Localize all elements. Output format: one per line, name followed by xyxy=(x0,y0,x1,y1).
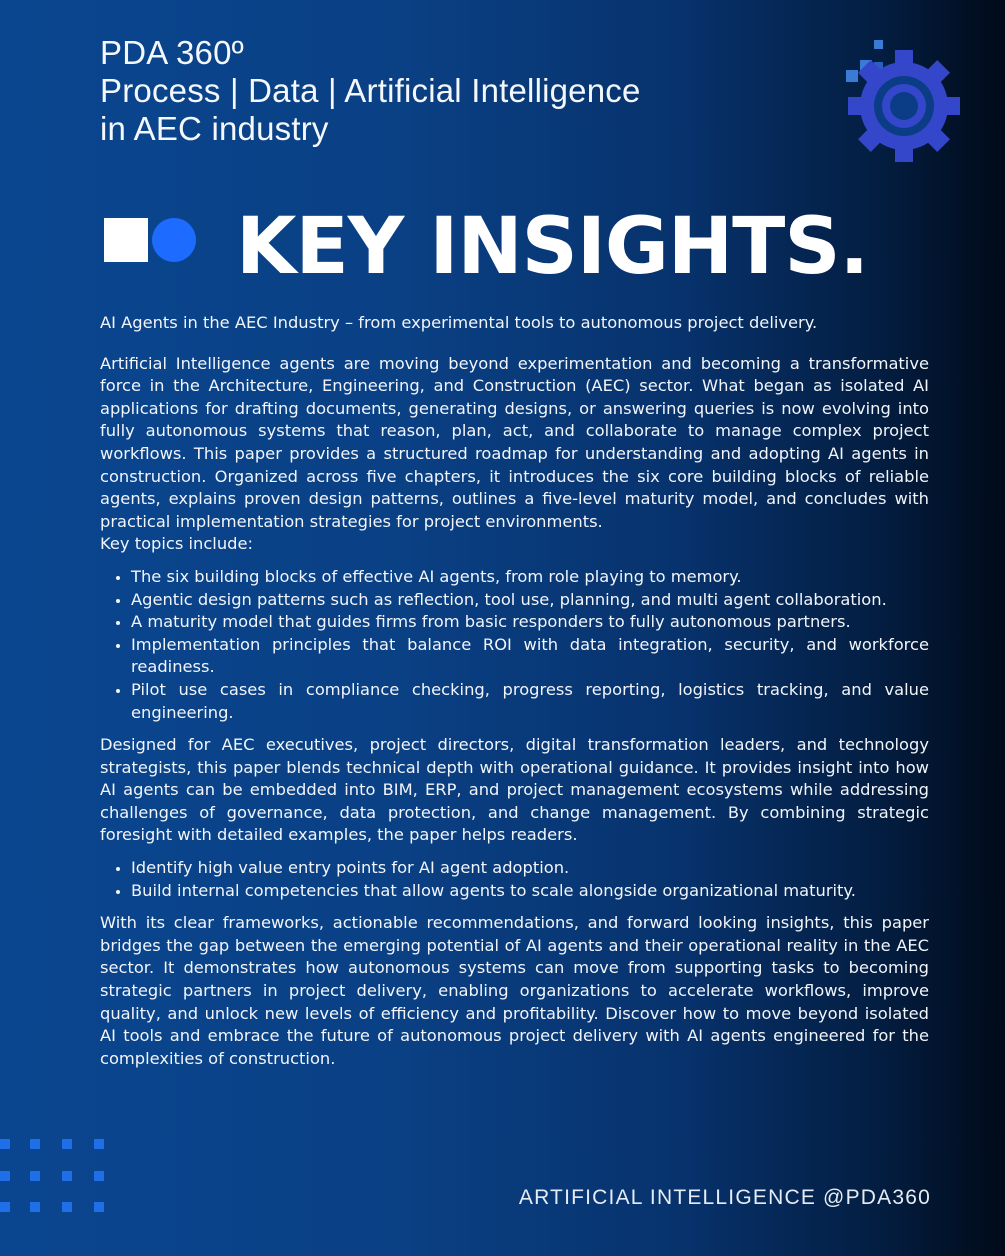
list-item: • Implementation principles that balance ROI with data integration, security, and workforce readiness. xyxy=(131,634,929,679)
header-brand: PDA 360º xyxy=(100,34,244,71)
body-content xyxy=(100,312,929,1070)
square-mark-icon xyxy=(104,218,148,262)
list-item: • Pilot use cases in compliance checking, progress reporting, logistics tracking, and value engineering. xyxy=(131,679,929,724)
dot-grid-decoration xyxy=(0,1134,112,1218)
header xyxy=(100,34,641,148)
list-item: • Build internal competencies that allow agents to scale alongside organizational maturity. xyxy=(131,880,929,903)
list-item: • Agentic design patterns such as reflection, tool use, planning, and multi agent collaboration. xyxy=(131,589,929,612)
header-subtitle: Process | Data | Artificial Intelligence xyxy=(100,72,641,109)
list-item: • Identify high value entry points for AI agent adoption. xyxy=(131,857,929,880)
page-title: KEY INSIGHTS. xyxy=(236,202,869,292)
help-points-list xyxy=(100,857,929,902)
topics-list xyxy=(100,566,929,724)
key-topics-label: Key topics include: xyxy=(100,534,253,554)
list-item: • A maturity model that guides firms from basic responders to fully autonomous partners. xyxy=(131,611,929,634)
tagline: AI Agents in the AEC Industry – from experimental tools to autonomous project delivery. xyxy=(100,313,818,332)
gear-icon xyxy=(846,38,964,164)
footer-handle: ARTIFICIAL INTELLIGENCE @PDA360 xyxy=(518,1186,931,1209)
intro-paragraph: Artificial Intelligence agents are moving beyond experimentation and becoming a transformative force in the Architecture, Engineering, and Construction (AEC) sector. What began as isolated AI applications for drafting documents, generating designs, or answering queries is now evolving into fully autonomous systems that reason, plan, act, and collaborate to manage complex project workflows. This paper provides a structured roadmap for understanding and adopting AI agents in construction. Organized across five chapters, it introduces the six core building blocks of reliable agents, explains proven design patterns, outlines a five-level maturity model, and concludes with practical implementation strategies for project environments. xyxy=(100,353,929,531)
header-subtitle-2: in AEC industry xyxy=(100,110,329,147)
audience-paragraph: Designed for AEC executives, project directors, digital transformation leaders, and technology strategists, this paper blends technical depth with operational guidance. It provides insight into how AI agents can be embedded into BIM, ERP, and project management ecosystems while addressing challenges of governance, data protection, and change management. By combining strategic foresight with detailed examples, the paper helps readers. xyxy=(100,735,929,845)
list-item: • The six building blocks of effective AI agents, from role playing to memory. xyxy=(131,566,929,589)
closing-paragraph: With its clear frameworks, actionable recommendations, and forward looking insights, this paper bridges the gap between the emerging potential of AI agents and their operational reality in the AEC sector. It demonstrates how autonomous systems can move from supporting tasks to becoming strategic partners in project delivery, enabling organizations to accelerate workflows, improve quality, and unlock new levels of efficiency and profitability. Discover how to move beyond isolated AI tools and embrace the future of autonomous project delivery with AI agents engineered for the complexities of construction. xyxy=(100,913,929,1068)
circle-mark-icon xyxy=(152,218,196,262)
